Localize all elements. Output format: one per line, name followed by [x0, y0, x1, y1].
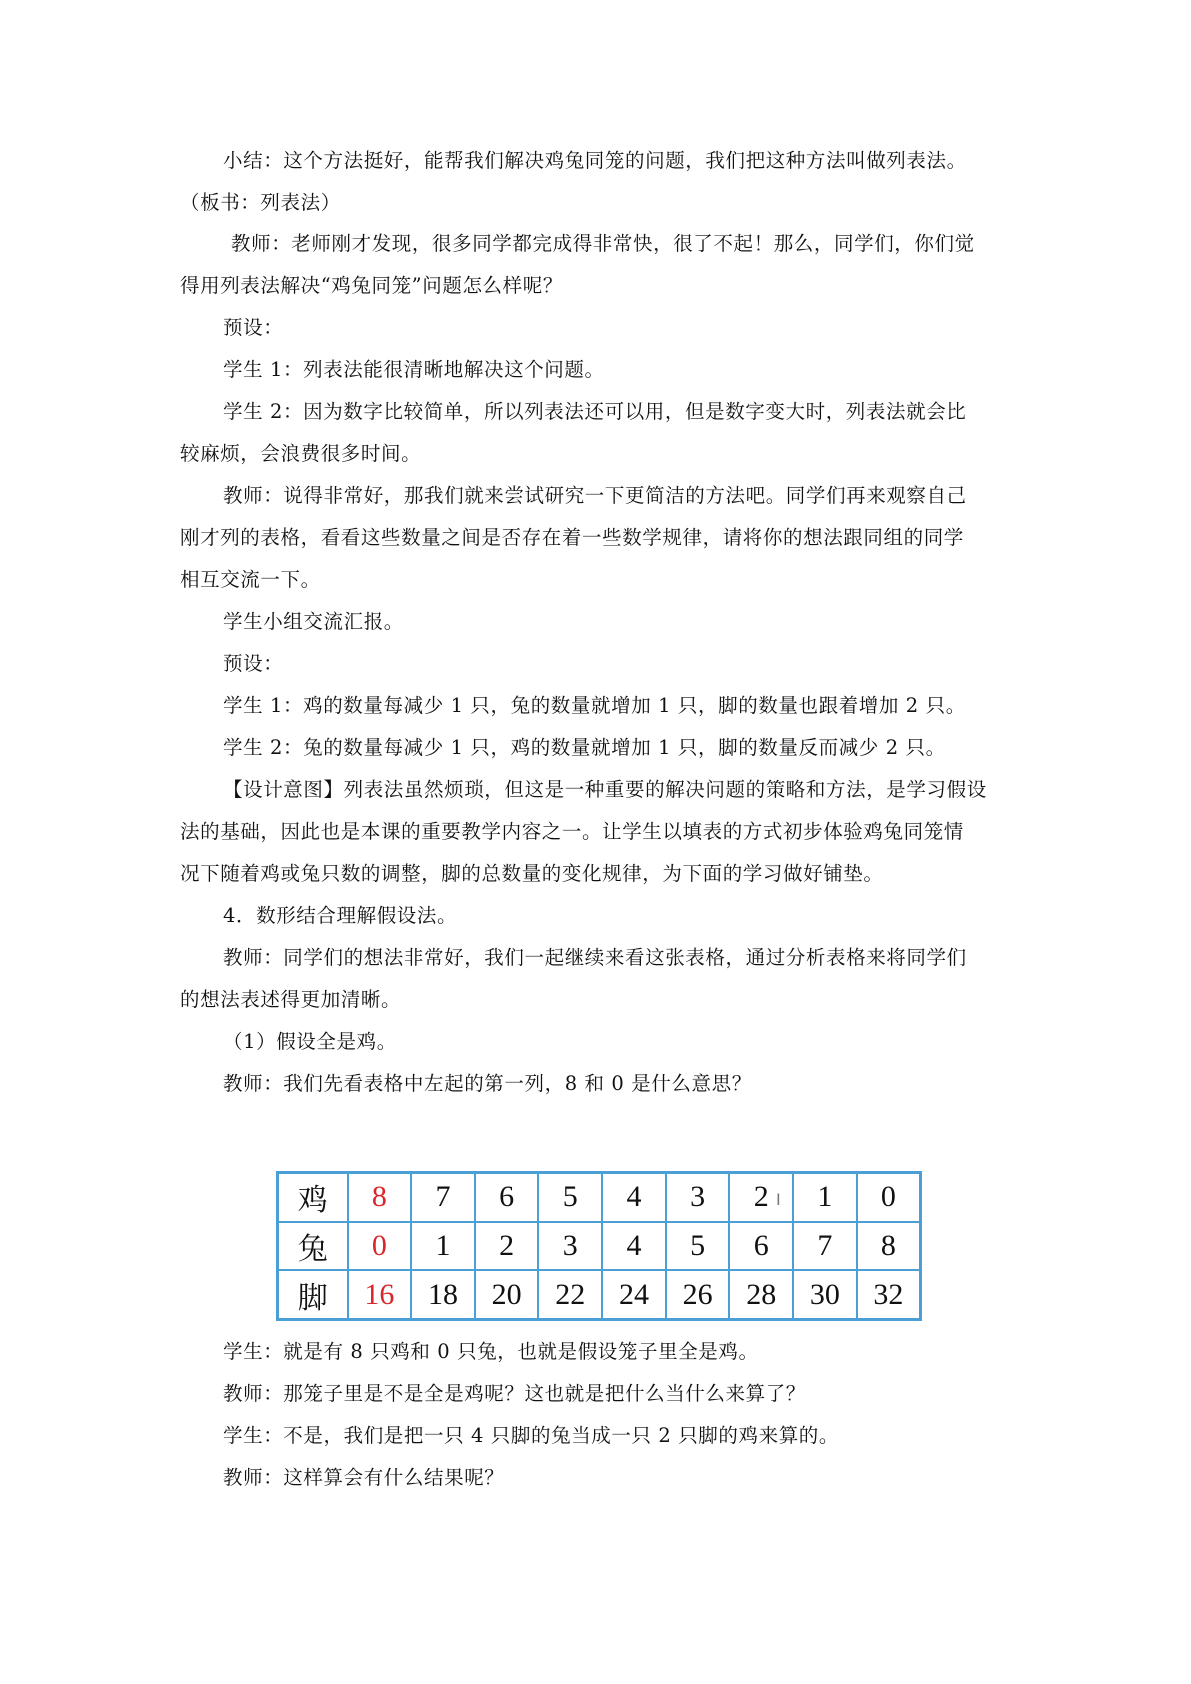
paragraph-student-2a-line-1: 学生 2：因为数字比较简单，所以列表法还可以用，但是数字变大时，列表法就会比 — [223, 400, 967, 423]
paragraph-student-answer-2: 学生：不是，我们是把一只 4 只脚的兔当成一只 2 只脚的鸡来算的。 — [223, 1424, 840, 1447]
paragraph-preset-1: 预设： — [223, 316, 284, 339]
paragraph-student-answer-1: 学生：就是有 8 只鸡和 0 只兔，也就是假设笼子里全是鸡。 — [223, 1340, 759, 1363]
subsection-heading-1: （1）假设全是鸡。 — [223, 1030, 397, 1053]
text-cursor-icon: I — [776, 1190, 781, 1209]
paragraph-design-intent-line-1: 【设计意图】列表法虽然烦琐，但这是一种重要的解决问题的策略和方法，是学习假设 — [223, 778, 987, 801]
table-cell: 8 — [348, 1173, 412, 1222]
table-cell: 18 — [411, 1270, 475, 1319]
paragraph-teacher-4: 教师：我们先看表格中左起的第一列，8 和 0 是什么意思？ — [223, 1072, 752, 1095]
paragraph-teacher-1-line-1: 教师：老师刚才发现，很多同学都完成得非常快，很了不起！那么，同学们，你们觉 — [231, 232, 975, 255]
table-cell: 30 — [793, 1270, 857, 1319]
table-cell: 6 — [475, 1173, 539, 1222]
table-cell: 1 — [793, 1173, 857, 1222]
table-cell: 7 — [411, 1173, 475, 1222]
table-row-chicken — [278, 1173, 921, 1222]
table-cell: 5 — [666, 1222, 730, 1271]
table-cell: 4 — [602, 1173, 666, 1222]
table-cell: 7 — [793, 1222, 857, 1271]
paragraph-teacher-question-2: 教师：这样算会有什么结果呢？ — [223, 1466, 505, 1489]
paragraph-teacher-1-line-2: 得用列表法解决“鸡兔同笼”问题怎么样呢？ — [180, 274, 563, 297]
table-row-feet — [278, 1270, 921, 1319]
paragraph-student-1b: 学生 1：鸡的数量每减少 1 只，兔的数量就增加 1 只，脚的数量也跟着增加 2 只。 — [223, 694, 966, 717]
paragraph-student-2a-line-2: 较麻烦，会浪费很多时间。 — [180, 442, 422, 465]
table-cell: 28 — [729, 1270, 793, 1319]
table-cell: 2 — [729, 1173, 793, 1222]
paragraph-student-2b: 学生 2：兔的数量每减少 1 只，鸡的数量就增加 1 只，脚的数量反而减少 2 只。 — [223, 736, 946, 759]
section-heading-4: 4．数形结合理解假设法。 — [223, 904, 458, 927]
table-cell: 26 — [666, 1270, 730, 1319]
table-cell: 2 — [475, 1222, 539, 1271]
table-cell: 16 — [348, 1270, 412, 1319]
table-cell: 3 — [538, 1222, 602, 1271]
paragraph-design-intent-line-2: 法的基础，因此也是本课的重要教学内容之一。让学生以填表的方式初步体验鸡兔同笼情 — [180, 820, 964, 843]
table-cell: 32 — [857, 1270, 921, 1319]
table-cell: 8 — [857, 1222, 921, 1271]
table-cell: 3 — [666, 1173, 730, 1222]
paragraph-student-1a: 学生 1：列表法能很清晰地解决这个问题。 — [223, 358, 605, 381]
paragraph-teacher-3-line-1: 教师：同学们的想法非常好，我们一起继续来看这张表格，通过分析表格来将同学们 — [223, 946, 967, 969]
row-header-feet: 脚 — [278, 1270, 348, 1319]
table-cell: 22 — [538, 1270, 602, 1319]
row-header-chicken: 鸡 — [278, 1173, 348, 1222]
table-cell: 24 — [602, 1270, 666, 1319]
paragraph-summary: 小结：这个方法挺好，能帮我们解决鸡兔同笼的问题，我们把这种方法叫做列表法。 — [223, 149, 967, 172]
paragraph-teacher-3-line-2: 的想法表述得更加清晰。 — [180, 988, 402, 1011]
table-cell: 4 — [602, 1222, 666, 1271]
table-cell: 0 — [348, 1222, 412, 1271]
paragraph-teacher-question-1: 教师：那笼子里是不是全是鸡呢？这也就是把什么当什么来算了？ — [223, 1382, 806, 1405]
table-cell: 1 — [411, 1222, 475, 1271]
paragraph-group-report: 学生小组交流汇报。 — [223, 610, 404, 633]
table-cell: 20 — [475, 1270, 539, 1319]
chicken-rabbit-table — [276, 1171, 922, 1321]
table-cell: 5 — [538, 1173, 602, 1222]
table-row-rabbit — [278, 1222, 921, 1271]
row-header-rabbit: 兔 — [278, 1222, 348, 1271]
paragraph-preset-2: 预设： — [223, 652, 284, 675]
paragraph-teacher-2-line-3: 相互交流一下。 — [180, 568, 321, 591]
table-cell: 6 — [729, 1222, 793, 1271]
paragraph-board-note: （板书：列表法） — [180, 191, 341, 214]
table-cell: 0 — [857, 1173, 921, 1222]
paragraph-teacher-2-line-2: 刚才列的表格，看看这些数量之间是否存在着一些数学规律，请将你的想法跟同组的同学 — [180, 526, 964, 549]
paragraph-teacher-2-line-1: 教师：说得非常好，那我们就来尝试研究一下更简洁的方法吧。同学们再来观察自己 — [223, 484, 967, 507]
paragraph-design-intent-line-3: 况下随着鸡或兔只数的调整，脚的总数量的变化规律，为下面的学习做好铺垫。 — [180, 862, 884, 885]
